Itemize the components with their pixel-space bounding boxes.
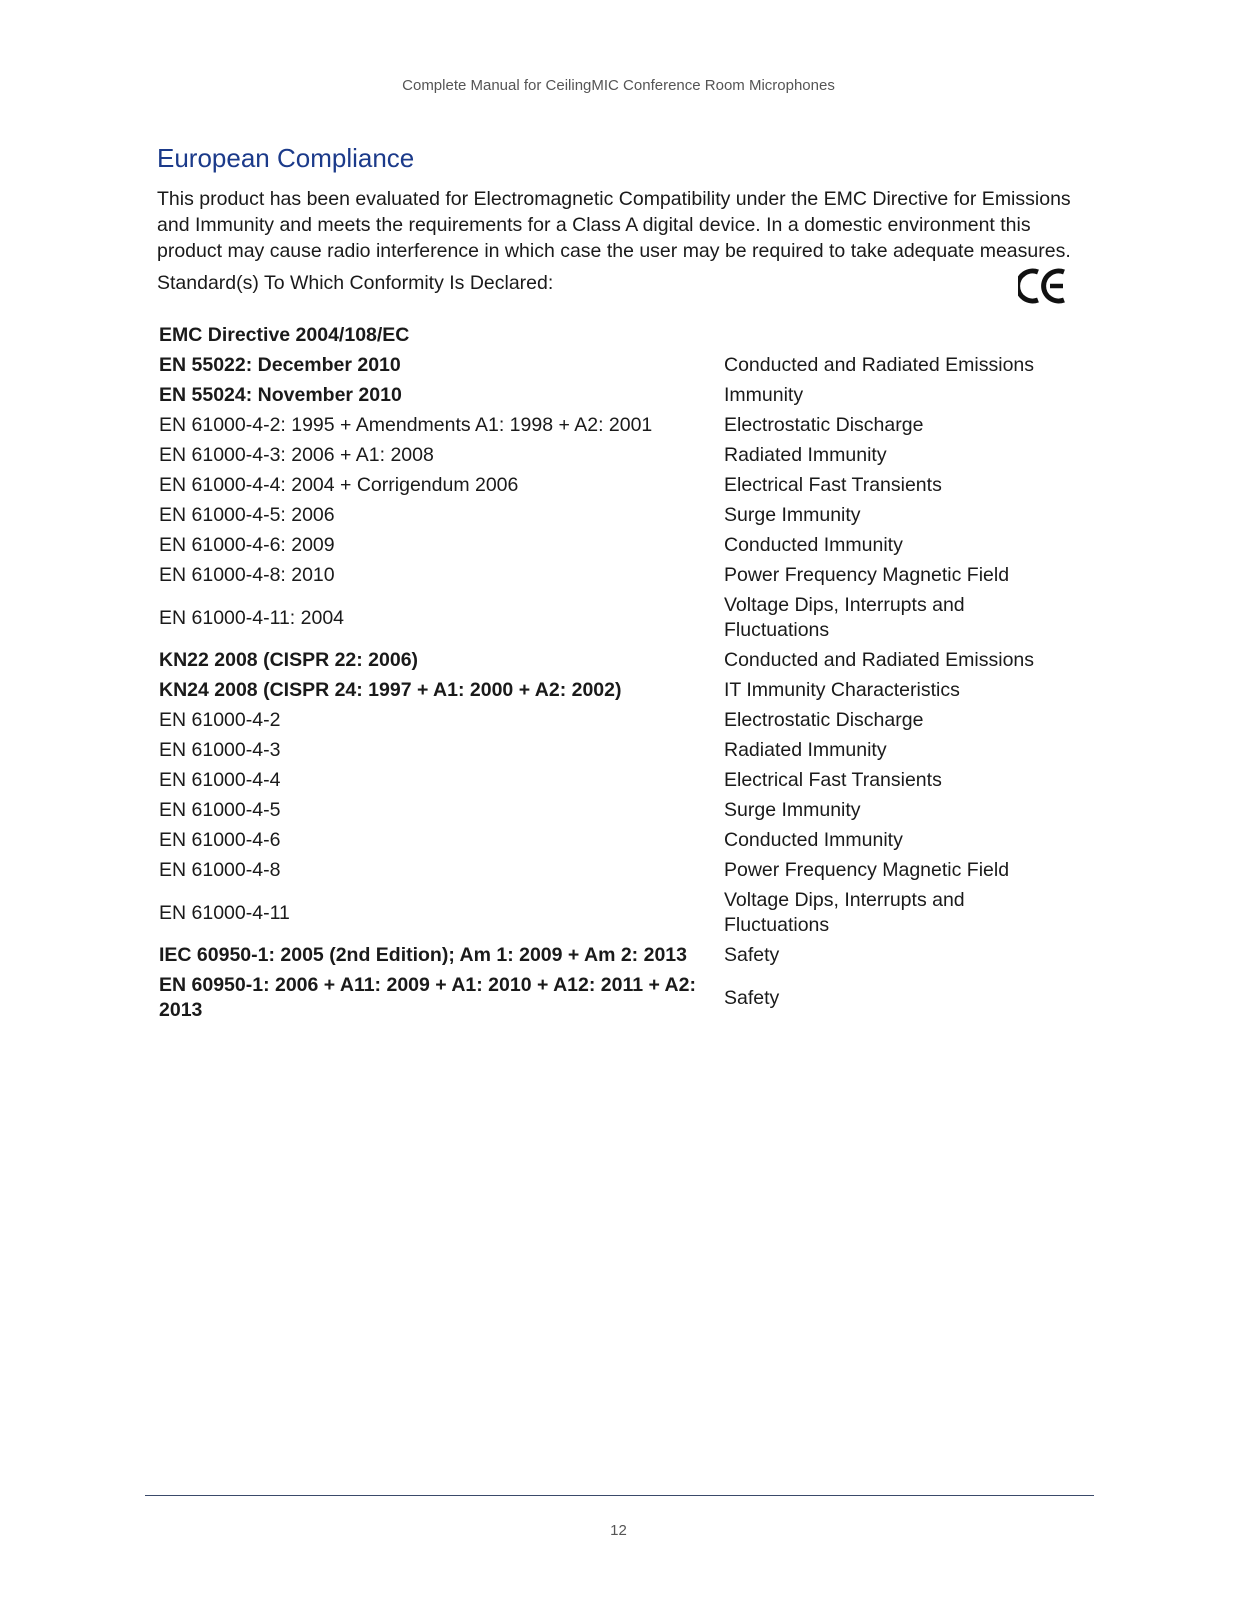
standard-row [159,796,1054,826]
conformity-label: Standard(s) To Which Conformity Is Declared: [157,272,554,294]
standard-description: Radiated Immunity [724,444,887,466]
standard-name: EN 61000-4-8: 2010 [159,564,335,586]
standard-description: Power Frequency Magnetic Field [724,859,1010,881]
standard-row [159,826,1054,856]
standard-name: EN 61000-4-5 [159,799,281,821]
standard-row [159,411,1054,441]
standard-description: Electrical Fast Transients [724,769,942,791]
standard-name: EN 55022: December 2010 [159,354,401,376]
footer-rule [145,1495,1094,1496]
standard-name: EN 61000-4-3: 2006 + A1: 2008 [159,444,434,466]
standard-row [159,646,1054,676]
standard-name: EN 61000-4-4 [159,769,281,791]
standard-row [159,561,1054,591]
standard-row [159,471,1054,501]
standard-description: Electrostatic Discharge [724,414,924,436]
standard-description: Conducted Immunity [724,829,903,851]
standard-description: Conducted Immunity [724,534,903,556]
standard-name: EN 60950-1: 2006 + A11: 2009 + A1: 2010 + A12: 2011 + A2: 2013 [159,974,696,1021]
standard-row [159,501,1054,531]
standard-row [159,321,1054,351]
ce-mark-icon [1018,266,1070,306]
standard-row [159,381,1054,411]
standard-description: Voltage Dips, Interrupts and Fluctuations [724,889,965,936]
standard-name: EN 55024: November 2010 [159,384,402,406]
standard-description: Surge Immunity [724,799,861,821]
standard-description [724,321,1054,351]
standard-row [159,591,1054,646]
intro-paragraph: This product has been evaluated for Electromagnetic Compatibility under the EMC Directive for Emissions and Immunity and meets the requirements for a Class A digital device. In a domestic environment this product may cause radio interference in which case the user may be required to take adequate measures. [157,188,1071,262]
standard-name: EN 61000-4-2: 1995 + Amendments A1: 1998 + A2: 2001 [159,414,653,436]
standard-name: KN24 2008 (CISPR 24: 1997 + A1: 2000 + A2: 2002) [159,679,622,701]
standard-row [159,941,1054,971]
standard-description: Electrical Fast Transients [724,474,942,496]
running-header: Complete Manual for CeilingMIC Conference Room Microphones [402,77,835,94]
standard-row [159,531,1054,561]
standards-table [159,321,1054,1026]
standard-name: EN 61000-4-4: 2004 + Corrigendum 2006 [159,474,519,496]
standard-name: EN 61000-4-6 [159,829,281,851]
standard-row [159,736,1054,766]
standard-row [159,971,1054,1026]
page-number: 12 [610,1522,627,1539]
standard-name: EN 61000-4-2 [159,709,281,731]
standard-row [159,676,1054,706]
standard-name: EN 61000-4-11: 2004 [159,606,345,629]
standard-description: Surge Immunity [724,504,861,526]
standard-name: EN 61000-4-8 [159,859,281,881]
standard-description: Safety [724,944,780,966]
standard-name: EN 61000-4-3 [159,739,281,761]
standard-description: Voltage Dips, Interrupts and Fluctuations [724,594,965,641]
standard-description: Power Frequency Magnetic Field [724,564,1010,586]
standard-row [159,351,1054,381]
standard-name: KN22 2008 (CISPR 22: 2006) [159,649,419,671]
standard-row [159,706,1054,736]
standard-row [159,766,1054,796]
standard-name: EN 61000-4-6: 2009 [159,534,335,556]
standard-description: Electrostatic Discharge [724,709,924,731]
standard-description: Conducted and Radiated Emissions [724,354,1035,376]
standards-table-body [159,321,1054,1026]
section-title: European Compliance [157,143,415,173]
standard-description: Conducted and Radiated Emissions [724,649,1035,671]
standard-name: EN 61000-4-11 [159,901,290,924]
standard-row [159,886,1054,941]
standard-description: IT Immunity Characteristics [724,679,960,701]
standard-name: EMC Directive 2004/108/EC [159,324,410,346]
standard-row [159,856,1054,886]
standard-name: EN 61000-4-5: 2006 [159,504,335,526]
standard-description: Safety [724,986,780,1009]
standard-description: Radiated Immunity [724,739,887,761]
standard-row [159,441,1054,471]
standard-name: IEC 60950-1: 2005 (2nd Edition); Am 1: 2009 + Am 2: 2013 [159,944,687,966]
standard-description: Immunity [724,384,804,406]
